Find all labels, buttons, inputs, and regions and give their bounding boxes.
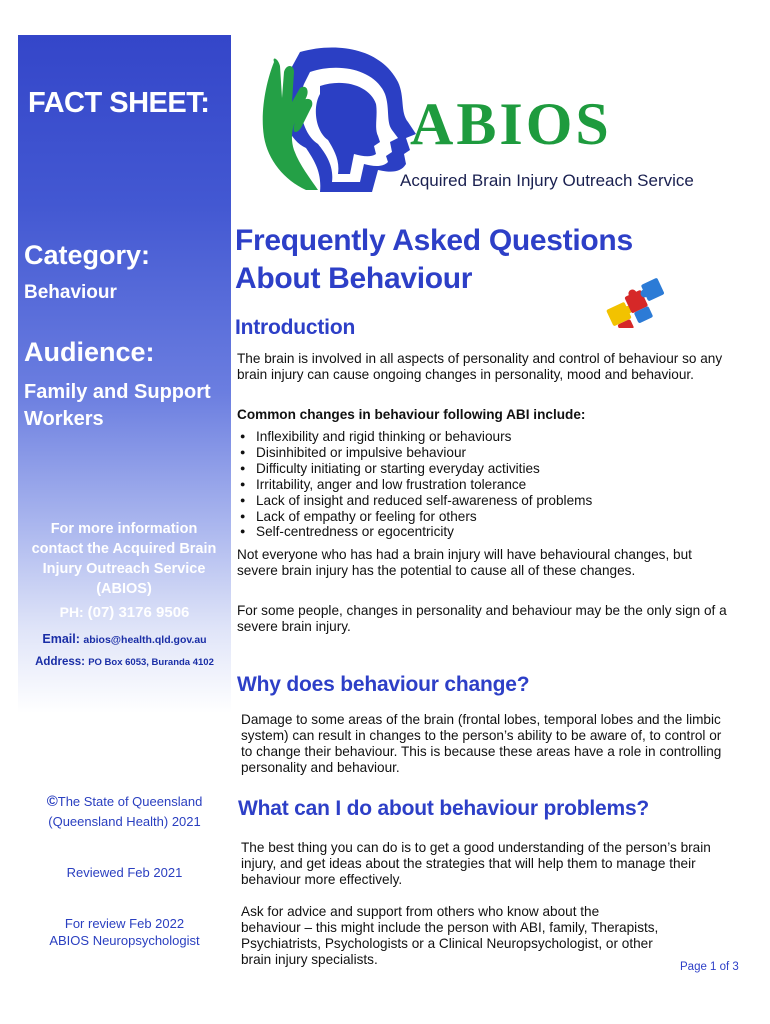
- email-label: Email:: [42, 632, 80, 646]
- why-paragraph: Damage to some areas of the brain (frontal lobes, temporal lobes and the limbic system) can result in changes to the person’s ability to be aware of, to control or to change their behaviour. This is because these areas have a role in controlling personality and behaviour.: [241, 712, 722, 775]
- title-line-1: Frequently Asked Questions: [235, 224, 633, 257]
- some-people-paragraph: For some people, changes in personality and behaviour may be the only sign of a severe brain injury.: [237, 603, 727, 634]
- what-paragraph-1: The best thing you can do is to get a good understanding of the person’s brain injury, and get ideas about the strategies that will help them to manage their behaviour more effectively.: [241, 840, 711, 887]
- abios-logo-text: ABIOS: [410, 91, 612, 157]
- address-label: Address:: [35, 656, 85, 668]
- list-item: ● Irritability, anger and low frustration tolerance: [240, 477, 592, 493]
- changes-heading: Common changes in behaviour following ABI include:: [237, 407, 586, 422]
- audience-value: Family and Support Workers: [24, 381, 211, 430]
- list-item: ● Inflexibility and rigid thinking or behaviours: [240, 429, 592, 445]
- intro-paragraph: The brain is involved in all aspects of personality and control of behaviour so any brain injury can cause ongoing changes in personality, mood and behaviour.: [237, 351, 723, 382]
- what-paragraph-2: Ask for advice and support from others who know about the behaviour – this might include the person with ABI, family, Therapists, Psychiatrists, Psychologists or a Clinical Neuropsychologist, or other brain injury specialists.: [241, 904, 659, 967]
- for-review: [18, 915, 231, 949]
- reviewed-date: Reviewed Feb 2021: [66, 865, 183, 880]
- category-value: Behaviour: [24, 282, 117, 303]
- for-review-date: For review Feb 2022: [64, 916, 185, 931]
- list-item: ● Difficulty initiating or starting everyday activities: [240, 461, 592, 477]
- list-item: ● Disinhibited or impulsive behaviour: [240, 445, 592, 461]
- phone-line: [18, 604, 231, 621]
- list-item: ● Lack of insight and reduced self-awareness of problems: [240, 493, 592, 509]
- audience-heading: Audience:: [24, 337, 155, 367]
- email-line: [18, 632, 231, 646]
- category-heading: Category:: [24, 240, 151, 270]
- changes-list: [240, 429, 592, 540]
- address-line: [18, 656, 231, 668]
- copyright-symbol: ©: [46, 793, 58, 810]
- what-heading: What can I do about behaviour problems?: [238, 797, 650, 820]
- not-everyone-paragraph: Not everyone who has had a brain injury will have behavioural changes, but severe brain injury has the potential to cause all of these changes.: [237, 547, 692, 578]
- list-item: ● Self-centredness or egocentricity: [240, 524, 592, 540]
- for-review-by: ABIOS Neuropsychologist: [49, 933, 200, 948]
- page-title: [235, 222, 655, 298]
- sidebar: [18, 35, 231, 977]
- logo-tagline: Acquired Brain Injury Outreach Service: [400, 171, 694, 190]
- copyright-line2: (Queensland Health) 2021: [48, 814, 201, 829]
- copyright: [18, 792, 231, 832]
- head-hand-logo-icon: [240, 42, 420, 197]
- list-item: ● Lack of empathy or feeling for others: [240, 509, 592, 525]
- fact-sheet-label: FACT SHEET:: [28, 87, 210, 119]
- phone-label: PH:: [59, 604, 84, 620]
- contact-info-text: For more information contact the Acquired Brain Injury Outreach Service (ABIOS): [31, 521, 217, 597]
- title-line-2: About Behaviour: [235, 262, 473, 295]
- puzzle-pieces-icon: [598, 278, 678, 328]
- address-value: PO Box 6053, Buranda 4102: [88, 657, 214, 668]
- why-heading: Why does behaviour change?: [237, 673, 530, 696]
- email-address: abios@health.qld.gov.au: [83, 634, 207, 646]
- page-number: Page 1 of 3: [680, 961, 739, 973]
- phone-number: (07) 3176 9506: [87, 604, 190, 621]
- copyright-line1: The State of Queensland: [57, 794, 203, 809]
- intro-heading: Introduction: [235, 316, 356, 339]
